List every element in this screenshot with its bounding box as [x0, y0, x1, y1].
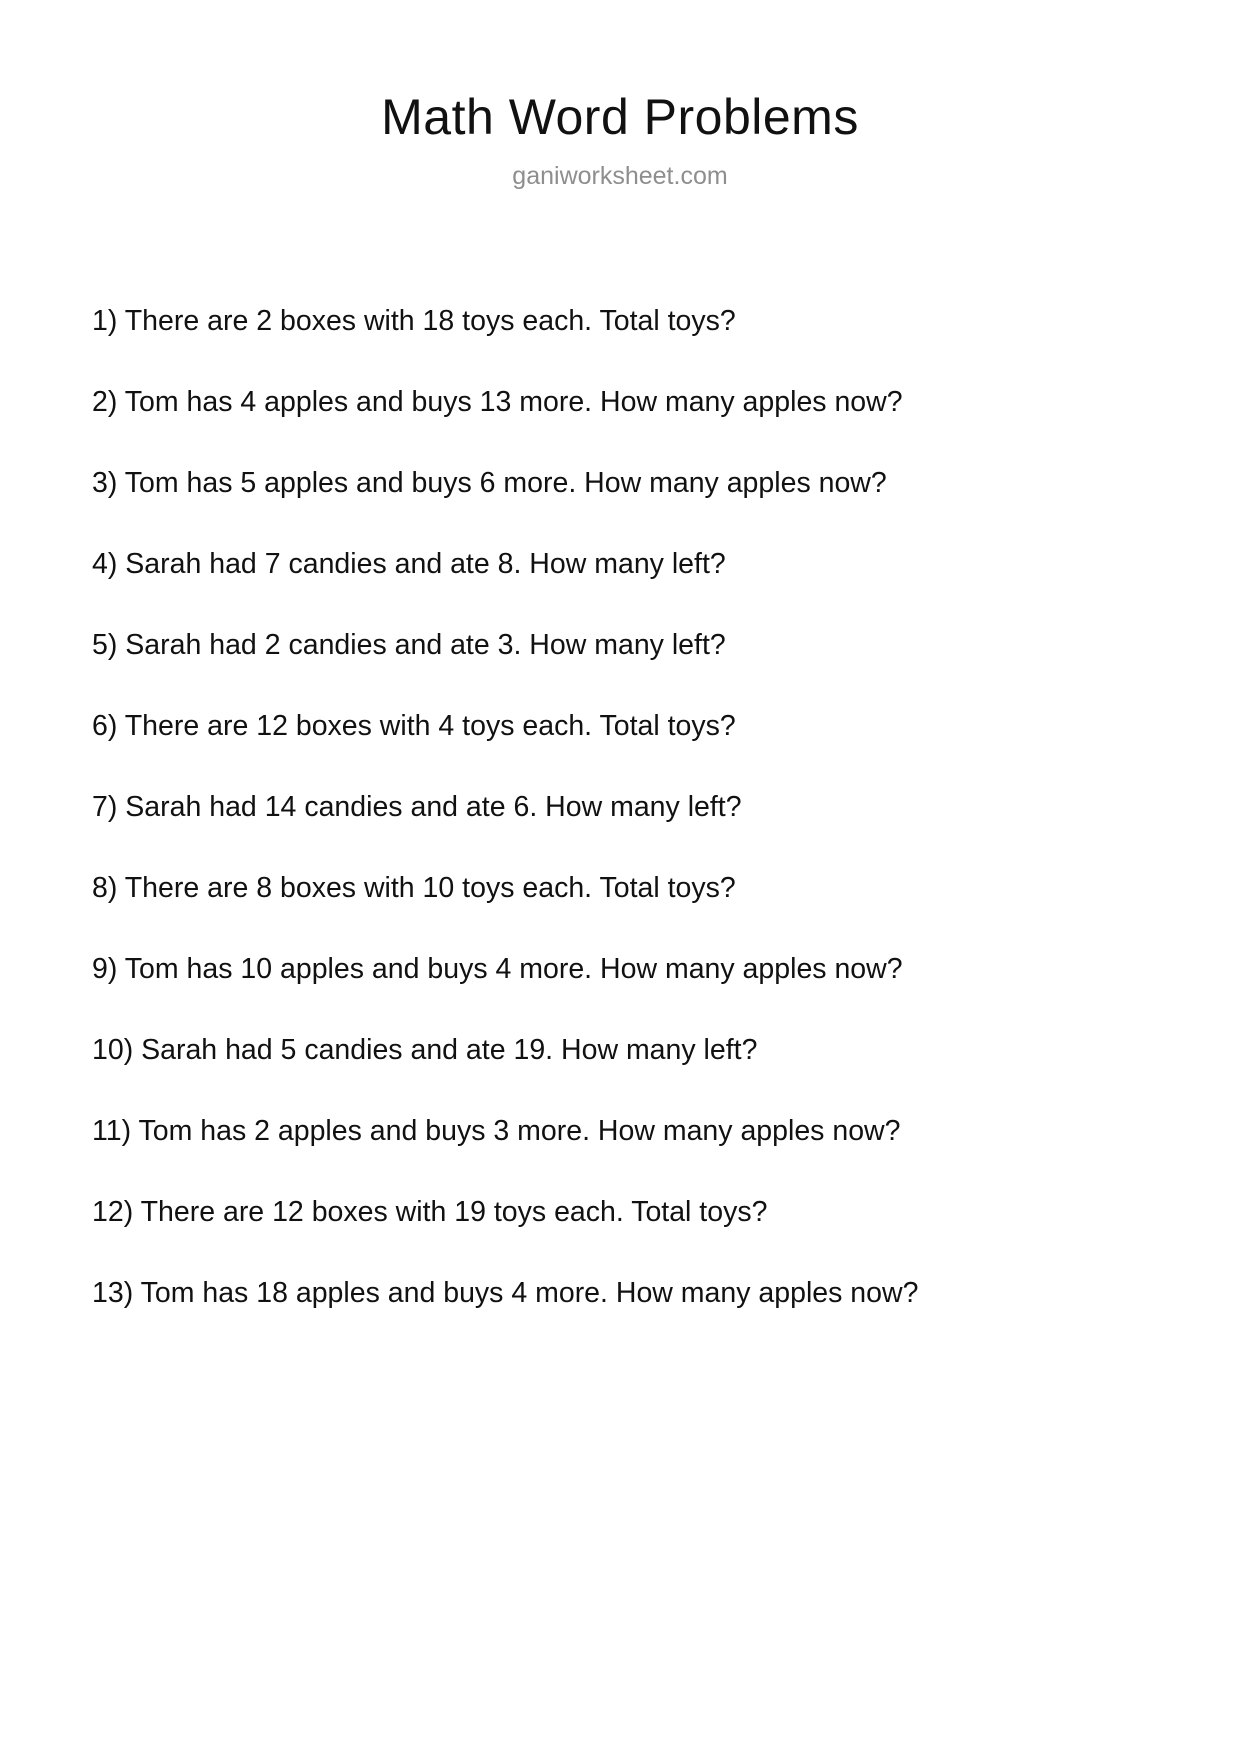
problem-item-2: 2) Tom has 4 apples and buys 13 more. How many apples now? — [92, 386, 903, 418]
problem-item-3: 3) Tom has 5 apples and buys 6 more. How many apples now? — [92, 467, 887, 499]
problem-item-13: 13) Tom has 18 apples and buys 4 more. How many apples now? — [92, 1277, 919, 1309]
site-credit: ganiworksheet.com — [512, 162, 728, 190]
problem-item-11: 11) Tom has 2 apples and buys 3 more. How many apples now? — [92, 1115, 901, 1147]
problem-item-5: 5) Sarah had 2 candies and ate 3. How many left? — [92, 629, 726, 661]
problem-item-1: 1) There are 2 boxes with 18 toys each. Total toys? — [92, 305, 736, 337]
problem-list — [92, 307, 1150, 1308]
problem-item-12: 12) There are 12 boxes with 19 toys each. Total toys? — [92, 1196, 768, 1228]
problem-item-6: 6) There are 12 boxes with 4 toys each. Total toys? — [92, 710, 736, 742]
problem-item-8: 8) There are 8 boxes with 10 toys each. Total toys? — [92, 872, 736, 904]
problem-item-7: 7) Sarah had 14 candies and ate 6. How many left? — [92, 791, 742, 823]
problem-item-4: 4) Sarah had 7 candies and ate 8. How many left? — [92, 548, 726, 580]
page-title: Math Word Problems — [381, 89, 859, 145]
problem-item-9: 9) Tom has 10 apples and buys 4 more. How many apples now? — [92, 953, 903, 985]
problem-item-10: 10) Sarah had 5 candies and ate 19. How many left? — [92, 1034, 758, 1066]
